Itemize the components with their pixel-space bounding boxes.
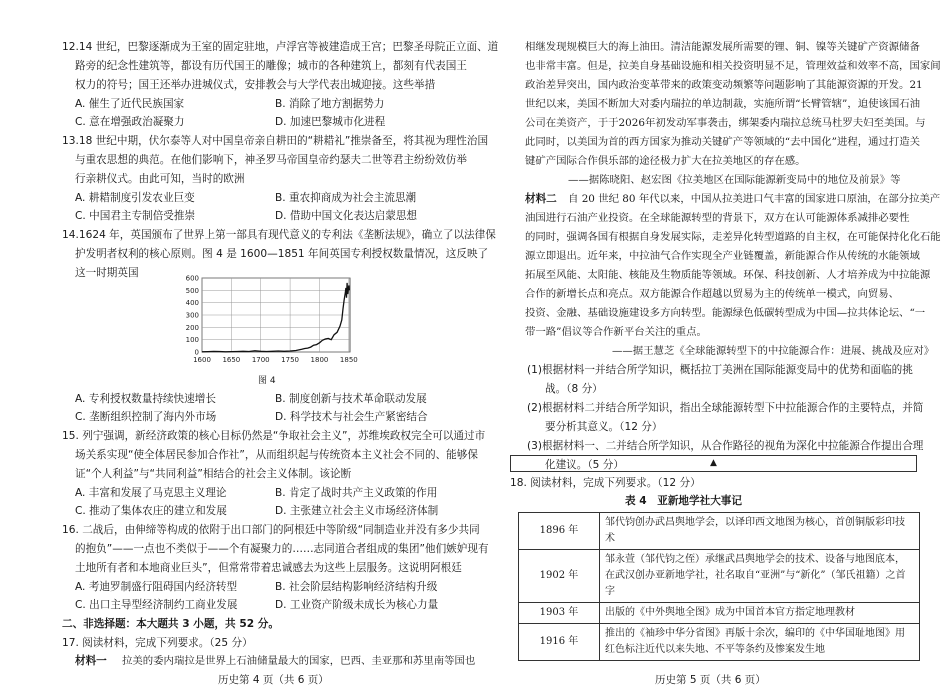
y-tick-label: 100 [185,336,199,345]
q14-stem-3: 这一时期英国 [75,267,139,279]
q15-option-a[interactable]: A. 丰富和发展了马克思主义理论 [75,487,227,499]
material2-line-1: 自 20 世纪 80 年代以来，中国从拉美进口气丰富的国家进口原油，在部分拉美产 [568,193,941,205]
q14-stem-1: 14.1624 年，英国颁布了世界上第一部具有现代意义的专利法《垄断法规》，确立了以法律保 [62,229,496,241]
q14-option-d[interactable]: D. 科学技术与社会生产紧密结合 [275,411,428,423]
q17-sub1-line2: 战。（8 分） [545,383,603,395]
q17-sub2-line2: 要分析其意义。（12 分） [545,421,663,433]
q14-option-c[interactable]: C. 垄断组织控制了海内外市场 [75,411,217,423]
q16-option-a[interactable]: A. 考迪罗制盛行阻碍国内经济转型 [75,581,238,593]
q18-intro: 18. 阅读材料，完成下列要求。（12 分） [510,477,701,489]
material2-line-2: 油国进行石油产业投资。在全球能源转型的背景下，双方在认可能源体系减排必要性 [525,212,910,224]
q16-stem-2: 的抱负”——一点也不类似于——个有凝聚力的……志同道合者组成的集团”他们嫉妒现有 [75,543,489,555]
q16-option-c[interactable]: C. 出口主导型经济制约工商业发展 [75,599,238,611]
material2-line-7: 投资、金融、基础设施建设多方向转型。能源绿色低碳转型成为中国—拉共体论坛、“一 [525,307,926,319]
q13-stem-2: 与重农思想的典范。在他们影响下，神圣罗马帝国皇帝约瑟夫二世等君主纷纷效仿举 [75,154,467,166]
table-event: 邹永萱（邹代钧之侄）承继武昌舆地学会的技术、设备与地图底本，在武汉创办亚新地学社，社名取自“亚洲”与“新化”（邹氏祖籍）之首字 [600,550,920,603]
y-tick-label: 600 [185,274,199,283]
table-year: 1916 年 [519,624,600,661]
page-footer-right: 历史第 5 页（共 6 页） [655,674,766,686]
table-event: 出版的《中外舆地全图》成为中国首本官方指定地理教材 [600,603,920,624]
material1-label: 材料一 [75,655,107,667]
patent-chart [180,272,370,372]
q12-option-b[interactable]: B. 消除了地方割据势力 [275,98,385,110]
q15-stem-2: 场关系实现“使全体居民参加合作社”，从而组织起与传统资本主义社会不同的、能够保 [75,449,478,461]
table-row [519,513,920,550]
material1-line-4: 政治差异突出，国内政治变革带来的政策变动频繁等问题影响了其能源资源的开发。21 [525,79,923,91]
page-footer-left: 历史第 4 页（共 6 页） [218,674,329,686]
table-row [519,603,920,624]
figure-caption: 图 4 [258,376,276,386]
q12-stem-1: 12.14 世纪，巴黎逐渐成为王室的固定驻地，卢浮宫等被建造成王宫；巴黎圣母院正立面、道 [62,41,499,53]
material1-line-5: 世纪以来，美国不断加大对委内瑞拉的单边制裁，实施所谓“长臂管辖”，迫使该国石油 [525,98,921,110]
q17-sub3-line1: (3)根据材料一、二并结合所学知识，从合作路径的视角为深化中拉能源合作提出合理 [527,440,924,452]
q12-option-a[interactable]: A. 催生了近代民族国家 [75,98,185,110]
material1-line-3: 也非常丰富。但是，拉美自身基础设施和相关投资明显不足，管理效益和效率不高，国家间 [525,60,941,72]
table-event: 邹代钧创办武昌舆地学会，以译印西文地图为核心，首创铜版彩印技术 [600,513,920,550]
material2-line-5: 拓展至风能、太阳能、核能及生物质能等领域。环保、科技创新、人才培养成为中拉能源 [525,269,931,281]
material1-line-7: 此同时，以美国为首的西方国家为推动关键矿产等领域的“去中国化”进程，通过打造关 [525,136,921,148]
table-event: 推出的《袖珍中华分省图》再版十余次，编印的《中华国耻地图》用红色标注近代以来失地、不平等条约及惨案发生地 [600,624,920,661]
table-row [519,624,920,661]
q14-option-b[interactable]: B. 制度创新与技术革命联动发展 [275,393,427,405]
q16-option-b[interactable]: B. 社会阶层结构影响经济结构升级 [275,581,438,593]
q13-stem-3: 行亲耕仪式。由此可知，当时的欧洲 [75,173,245,185]
material2-source: ——据王慧芝《全球能源转型下的中拉能源合作：进展、挑战及应对》 [612,345,935,357]
section-two-heading: 二、非选择题：本大题共 3 小题，共 52 分。 [62,618,279,630]
q16-option-d[interactable]: D. 工业资产阶级未成长为核心力量 [275,599,439,611]
material1-line-8: 键矿产国际合作俱乐部的途径极力扩大在拉美地区的存在感。 [525,155,806,167]
material1-source: ——据陈晓阳、赵宏图《拉美地区在国际能源新变局中的地位及前景》等 [568,174,901,186]
table-year: 1896 年 [519,513,600,550]
q13-stem-1: 13.18 世纪中期，伏尔泰等人对中国皇帝亲自耕田的“耕耤礼”推崇备至，将其视为理性治国 [62,135,489,147]
q16-stem-3: 土地所有者和本地商业巨头”，但常常带着忠诚感去为这些上层服务。这说明阿根廷 [75,562,462,574]
q13-option-d[interactable]: D. 借助中国文化表达启蒙思想 [275,210,418,222]
material2-label: 材料二 [525,193,557,205]
y-tick-label: 0 [194,348,199,357]
q17-sub2-line1: (2)根据材料二并结合所学知识，指出全球能源转型下中拉能源合作的主要特点，并简 [527,402,924,414]
q12-option-c[interactable]: C. 意在增强政治凝聚力 [75,116,185,128]
x-tick-label: 1700 [251,356,270,364]
x-tick-label: 1750 [281,356,300,364]
q15-option-c[interactable]: C. 推动了集体农庄的建立和发展 [75,505,227,517]
q17-sub1-line1: (1)根据材料一并结合所学知识，概括拉丁美洲在国际能源变局中的优势和面临的挑 [527,364,913,376]
material1-line-6: 公司在美资产，于于2026年初发动军事袭击，绑架委内瑞拉总统马杜罗夫妇至美国。与 [525,117,926,129]
y-tick-label: 400 [185,299,199,308]
x-tick-label: 1600 [193,356,211,364]
x-tick-label: 1800 [310,356,329,364]
q12-option-d[interactable]: D. 加速巴黎城市化进程 [275,116,386,128]
table-row [519,550,920,603]
q12-stem-3: 权力的符号；国王还举办进城仪式，安排教会与大学代表出城迎接。这些举措 [75,79,436,91]
material1-line-2: 相继发现规模巨大的海上油田。清洁能源发展所需要的锂、铜、镍等关键矿产资源储备 [525,41,920,53]
q17-intro: 17. 阅读材料，完成下列要求。（25 分） [62,637,253,649]
y-tick-label: 200 [185,323,199,332]
material2-line-3: 的同时，强调各国有根据自身发展实际，走差异化转型道路的自主权，在可能保持化化石能 [525,231,941,243]
triangle-icon: ▲ [710,458,717,468]
material1-first-line: 拉美的委内瑞拉是世界上石油储量最大的国家，巴西、圭亚那和苏里南等国也 [122,655,476,667]
q12-stem-2: 路旁的纪念性建筑等，都设有历代国王的雕像；城市的各种建筑上，都刻有代表国王 [75,60,467,72]
x-tick-label: 1650 [222,356,241,364]
table4 [518,512,920,661]
q17-sub3-line2: 化建议。（5 分） [545,459,624,471]
x-tick-label: 1850 [339,356,358,364]
y-tick-label: 300 [185,311,199,320]
table-year: 1902 年 [519,550,600,603]
q13-option-c[interactable]: C. 中国君主专制倍受推崇 [75,210,196,222]
y-tick-label: 500 [185,286,199,295]
material2-line-8: 带一路”倡议等合作新平台关注的重点。 [525,326,707,338]
material2-line-6: 合作的新增长点和亮点。双方能源合作超越以贸易为主的传统单一模式，向贸易、 [525,288,900,300]
q15-stem-3: 证“个人利益”与“共同利益”相结合的社会主义体制。该论断 [75,468,352,480]
q13-option-a[interactable]: A. 耕耤制度引发农业巨变 [75,192,195,204]
q15-option-b[interactable]: B. 肯定了战时共产主义政策的作用 [275,487,438,499]
q16-stem-1: 16. 二战后，由伸缔等构成的依附于出口部门的阿根廷中等阶级“同制造业并没有多少共同 [62,524,480,536]
q14-option-a[interactable]: A. 专利授权数量持续快速增长 [75,393,216,405]
q13-option-b[interactable]: B. 重农抑商成为社会主流思潮 [275,192,417,204]
material2-line-4: 源立即退出。近年来，中拉油气合作实现全产业链覆盖，新能源合作从传统的水能领域 [525,250,920,262]
table-year: 1903 年 [519,603,600,624]
q15-stem-1: 15. 列宁强调，新经济政策的核心目标仍然是“争取社会主义”，苏维埃政权完全可以通过市 [62,430,486,442]
q14-stem-2: 护发明者权利的核心原则。图 4 是 1600—1851 年间英国专利授权数量情况，这反映了 [75,248,489,260]
answer-divider-box [510,455,917,472]
q15-option-d[interactable]: D. 主张建立社会主义市场经济体制 [275,505,439,517]
table4-title: 表 4 亚新地学社大事记 [625,495,742,507]
